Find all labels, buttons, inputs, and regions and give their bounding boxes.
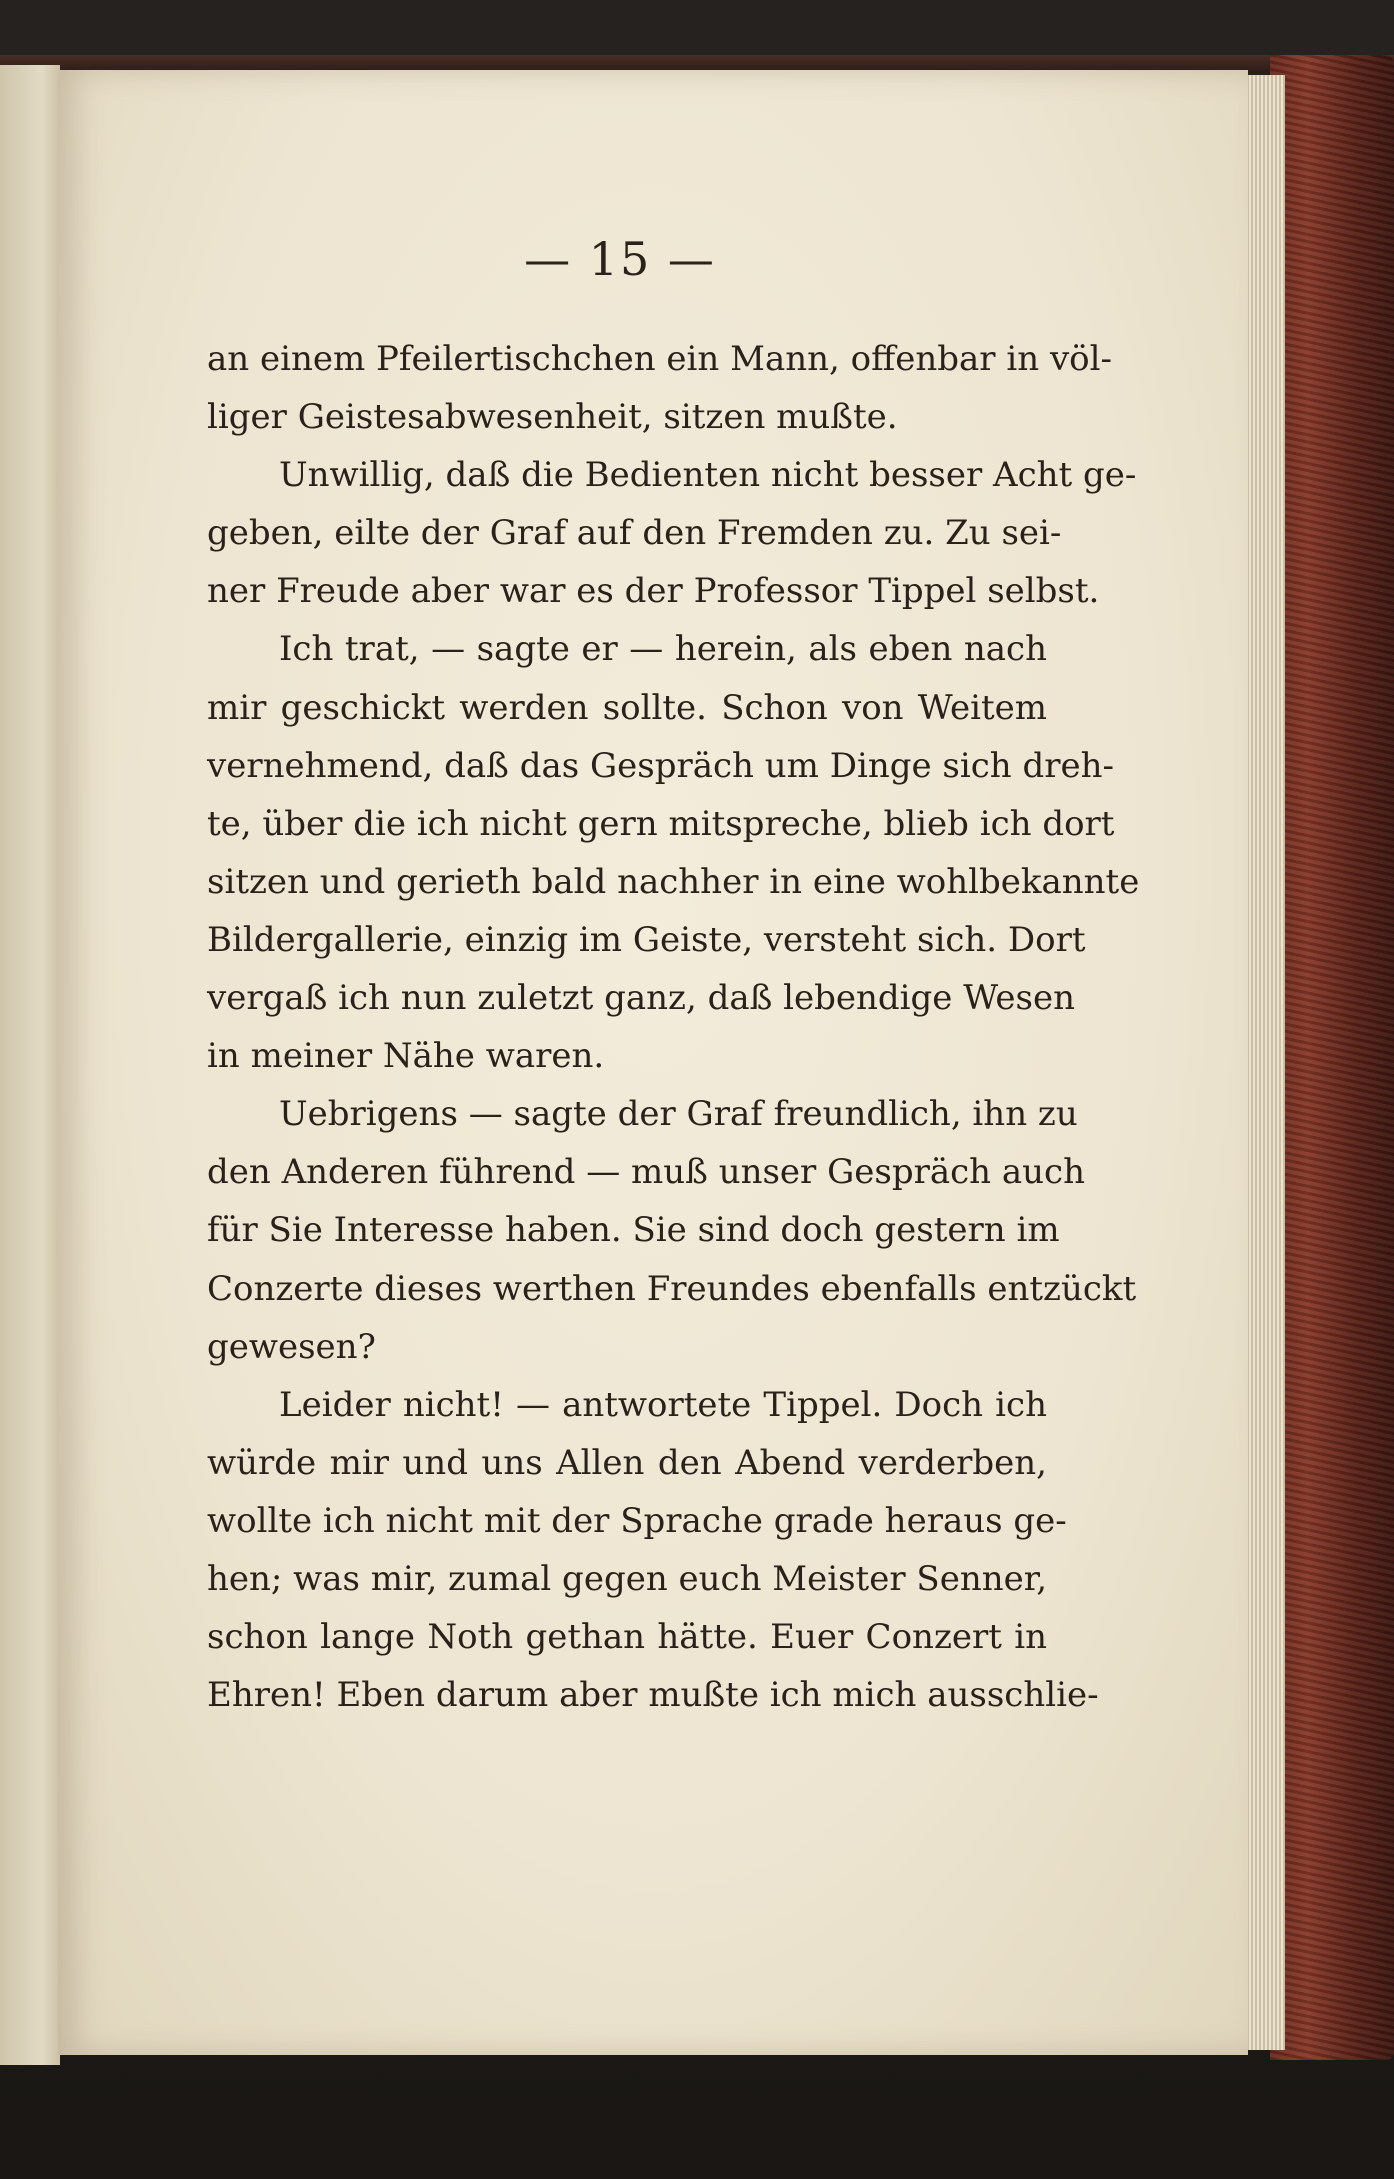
text-line: an einem Pfeilertischchen ein Mann, offenbar in völ- (207, 339, 1112, 379)
text-line: mir geschickt werden sollte. Schon von Weitem (207, 687, 1047, 728)
text-line: Ich trat, — sagte er — herein, als eben nach (279, 629, 1047, 670)
text-line: für Sie Interesse haben. Sie sind doch gestern im (207, 1210, 1060, 1251)
text-line: in meiner Nähe waren. (207, 1036, 605, 1077)
page-number: — 15 — (524, 232, 716, 286)
text-line: ner Freude aber war es der Professor Tippel selbst. (207, 571, 1100, 612)
text-line: würde mir und uns Allen den Abend verderben, (207, 1442, 1047, 1483)
text-line: gewesen? (207, 1326, 376, 1367)
text-line: geben, eilte der Graf auf den Fremden zu. Zu sei- (207, 513, 1062, 554)
text-line: Conzerte dieses werthen Freundes ebenfalls entzückt (207, 1268, 1137, 1309)
left-page-edge (0, 65, 60, 2065)
text-line: vergaß ich nun zuletzt ganz, daß lebendige Wesen (207, 978, 1075, 1019)
text-line: Uebrigens — sagte der Graf freundlich, ihn zu (279, 1094, 1078, 1135)
text-line: den Anderen führend — muß unser Gespräch auch (207, 1152, 1085, 1193)
text-line: schon lange Noth gethan hätte. Euer Conzert in (207, 1617, 1047, 1658)
text-line: wollte ich nicht mit der Sprache grade heraus ge- (207, 1500, 1067, 1541)
page-text (207, 330, 1140, 1724)
text-line: Ehren! Eben darum aber mußte ich mich ausschlie- (207, 1675, 1099, 1716)
book-binding (1270, 55, 1394, 2060)
text-line: liger Geistesabwesenheit, sitzen mußte. (207, 397, 898, 438)
text-line: Unwillig, daß die Bedienten nicht besser Acht ge- (279, 455, 1137, 496)
text-line: Bildergallerie, einzig im Geiste, versteht sich. Dort (207, 919, 1086, 960)
page-stack-edges (1245, 75, 1285, 2050)
text-line: te, über die ich nicht gern mitspreche, blieb ich dort (207, 803, 1115, 844)
text-line: vernehmend, daß das Gespräch um Dinge sich dreh- (207, 745, 1115, 786)
text-line: hen; was mir, zumal gegen euch Meister Senner, (207, 1558, 1048, 1599)
text-line: sitzen und gerieth bald nachher in eine wohlbekannte (207, 861, 1140, 902)
text-line: Leider nicht! — antwortete Tippel. Doch ich (279, 1384, 1047, 1425)
